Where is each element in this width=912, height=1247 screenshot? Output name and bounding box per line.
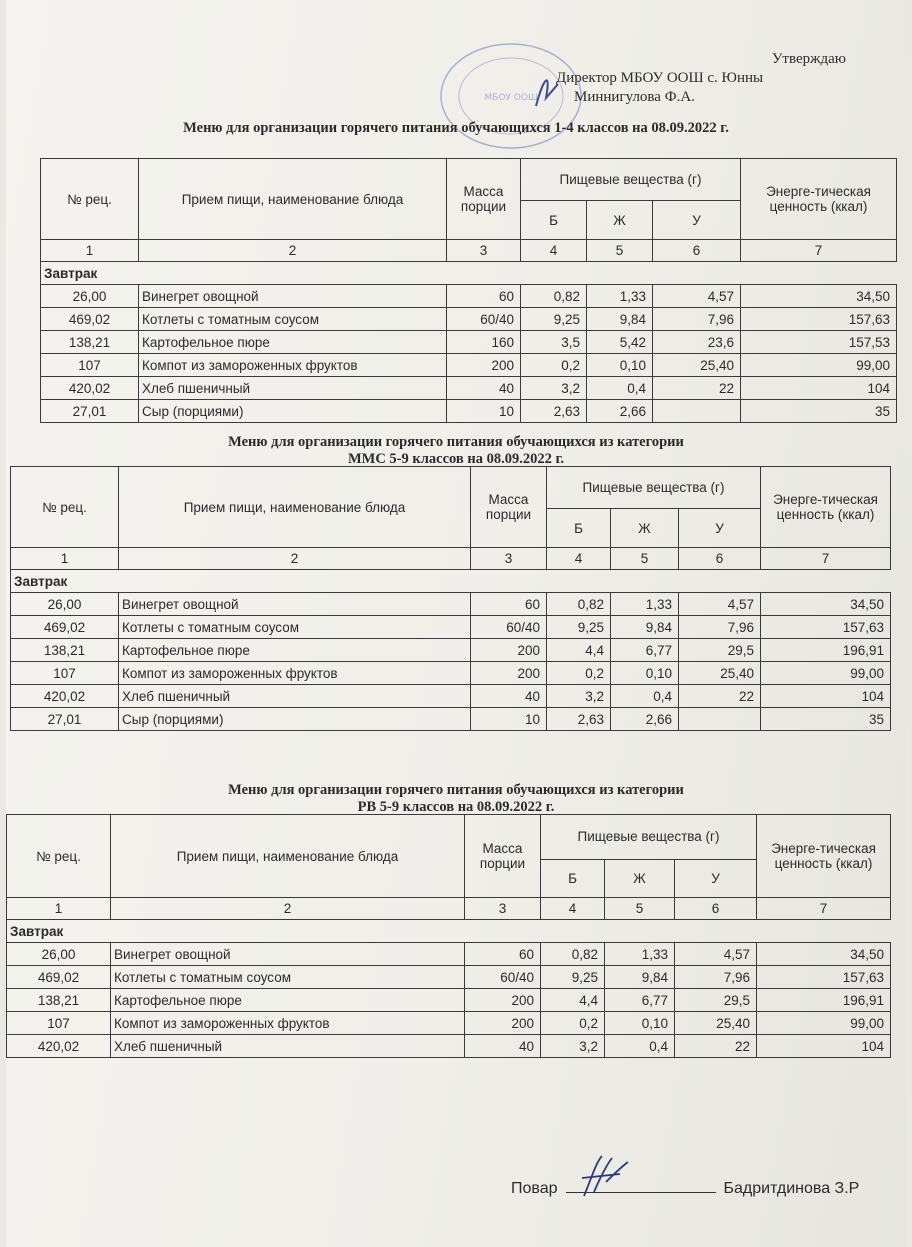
- cell-num: 469,02: [41, 308, 139, 331]
- menu-title-3-line1: Меню для организации горячего питания обучающихся из категории: [228, 782, 684, 798]
- approval-block: [546, 50, 846, 107]
- cell-zh: 2,66: [611, 708, 679, 731]
- cell-energy: 35: [741, 400, 897, 423]
- cell-num: 26,00: [7, 943, 111, 966]
- document-page: [6, 0, 906, 1247]
- menu-title-3: [6, 782, 906, 816]
- cell-num: 420,02: [7, 1035, 111, 1058]
- approval-name: Миннигулова Ф.А.: [574, 89, 695, 105]
- cell-dish: Картофельное пюре: [139, 331, 447, 354]
- table-row: [11, 616, 891, 639]
- index-cell: 4: [521, 240, 587, 262]
- cell-b: 9,25: [547, 616, 611, 639]
- cell-dish: Винегрет овощной: [119, 593, 471, 616]
- cell-dish: Компот из замороженных фруктов: [111, 1012, 465, 1035]
- cell-b: 3,2: [541, 1035, 605, 1058]
- cell-zh: 1,33: [605, 943, 675, 966]
- cell-mass: 40: [447, 377, 521, 400]
- cell-num: 107: [11, 662, 119, 685]
- table-row: [7, 1035, 891, 1058]
- footer-role: Повар: [511, 1180, 558, 1197]
- cell-mass: 40: [465, 1035, 541, 1058]
- cell-zh: 0,10: [611, 662, 679, 685]
- cell-dish: Винегрет овощной: [139, 285, 447, 308]
- header-energy: Энерге-тическая ценность (ккал): [757, 815, 891, 898]
- cell-energy: 196,91: [757, 989, 891, 1012]
- cell-dish: Картофельное пюре: [111, 989, 465, 1012]
- index-cell: 4: [541, 898, 605, 920]
- cell-num: 420,02: [11, 685, 119, 708]
- cell-u: [679, 708, 761, 731]
- cell-zh: 1,33: [587, 285, 653, 308]
- cell-dish: Картофельное пюре: [119, 639, 471, 662]
- cell-zh: 0,4: [611, 685, 679, 708]
- cell-u: 29,5: [675, 989, 757, 1012]
- menu-table-1: [40, 158, 897, 423]
- index-cell: 7: [757, 898, 891, 920]
- cell-u: 7,96: [653, 308, 741, 331]
- cell-b: 0,2: [541, 1012, 605, 1035]
- cell-mass: 60: [447, 285, 521, 308]
- cell-energy: 104: [757, 1035, 891, 1058]
- table-row: [11, 708, 891, 731]
- cell-u: 25,40: [653, 354, 741, 377]
- cell-num: 138,21: [41, 331, 139, 354]
- cell-dish: Хлеб пшеничный: [111, 1035, 465, 1058]
- header-energy: Энерге-тическая ценность (ккал): [761, 467, 891, 548]
- cell-num: 138,21: [11, 639, 119, 662]
- cell-mass: 60/40: [447, 308, 521, 331]
- cell-energy: 196,91: [761, 639, 891, 662]
- cell-b: 3,5: [521, 331, 587, 354]
- index-cell: 7: [761, 548, 891, 570]
- cell-u: 29,5: [679, 639, 761, 662]
- section-row: [41, 262, 897, 285]
- menu-table-2: [10, 466, 891, 731]
- cell-b: 9,25: [541, 966, 605, 989]
- index-cell: 6: [675, 898, 757, 920]
- cell-u: 25,40: [675, 1012, 757, 1035]
- cell-u: 4,57: [675, 943, 757, 966]
- index-cell: 1: [41, 240, 139, 262]
- index-row: [11, 548, 891, 570]
- cell-dish: Котлеты с томатным соусом: [139, 308, 447, 331]
- cell-b: 2,63: [547, 708, 611, 731]
- cell-b: 0,82: [541, 943, 605, 966]
- header-num: № рец.: [41, 159, 139, 240]
- header-dish: Прием пищи, наименование блюда: [119, 467, 471, 548]
- approval-director: Директор МБОУ ООШ с. Юнны: [556, 70, 764, 86]
- signature-line: [566, 1178, 716, 1193]
- header-num: № рец.: [11, 467, 119, 548]
- section-row: [11, 570, 891, 593]
- cell-energy: 35: [761, 708, 891, 731]
- footer-name: Бадритдинова З.Р: [723, 1180, 860, 1197]
- table-row: [11, 593, 891, 616]
- cell-mass: 200: [471, 662, 547, 685]
- header-mass: Масса порции: [465, 815, 541, 898]
- cell-mass: 60: [465, 943, 541, 966]
- cell-u: 7,96: [675, 966, 757, 989]
- cell-mass: 200: [465, 989, 541, 1012]
- cell-u: 4,57: [653, 285, 741, 308]
- cell-u: 25,40: [679, 662, 761, 685]
- index-cell: 1: [11, 548, 119, 570]
- index-cell: 5: [611, 548, 679, 570]
- cell-b: 3,2: [547, 685, 611, 708]
- cell-num: 107: [41, 354, 139, 377]
- section-label: Завтрак: [41, 262, 897, 285]
- cell-b: 2,63: [521, 400, 587, 423]
- cell-zh: 0,10: [587, 354, 653, 377]
- table-row: [41, 331, 897, 354]
- cell-mass: 10: [471, 708, 547, 731]
- menu-title-1-line1: Меню для организации горячего питания обучающихся 1-4 классов на 08.09.2022 г.: [183, 120, 729, 136]
- index-cell: 5: [605, 898, 675, 920]
- cell-energy: 34,50: [741, 285, 897, 308]
- cell-num: 107: [7, 1012, 111, 1035]
- index-cell: 3: [447, 240, 521, 262]
- cell-b: 3,2: [521, 377, 587, 400]
- cell-energy: 34,50: [757, 943, 891, 966]
- cell-zh: 0,4: [605, 1035, 675, 1058]
- cell-mass: 60/40: [465, 966, 541, 989]
- cell-dish: Сыр (порциями): [119, 708, 471, 731]
- cell-zh: 9,84: [587, 308, 653, 331]
- cell-zh: 5,42: [587, 331, 653, 354]
- section-label: Завтрак: [7, 920, 891, 943]
- menu-table-3: [6, 814, 891, 1058]
- cell-b: 0,2: [521, 354, 587, 377]
- header-zh: Ж: [587, 201, 653, 240]
- menu-title-2-line1: Меню для организации горячего питания обучающихся из категории: [228, 434, 684, 450]
- cell-zh: 9,84: [605, 966, 675, 989]
- table-row: [41, 308, 897, 331]
- cell-dish: Винегрет овощной: [111, 943, 465, 966]
- cell-num: 26,00: [41, 285, 139, 308]
- index-cell: 7: [741, 240, 897, 262]
- cell-num: 469,02: [11, 616, 119, 639]
- cell-energy: 157,53: [741, 331, 897, 354]
- cell-b: 4,4: [541, 989, 605, 1012]
- index-cell: 2: [139, 240, 447, 262]
- cell-zh: 9,84: [611, 616, 679, 639]
- cell-num: 138,21: [7, 989, 111, 1012]
- table-row: [7, 989, 891, 1012]
- header-dish: Прием пищи, наименование блюда: [139, 159, 447, 240]
- section-row: [7, 920, 891, 943]
- index-cell: 6: [653, 240, 741, 262]
- cell-mass: 10: [447, 400, 521, 423]
- cell-u: 4,57: [679, 593, 761, 616]
- header-mass: Масса порции: [447, 159, 521, 240]
- index-row: [7, 898, 891, 920]
- cell-b: 0,2: [547, 662, 611, 685]
- index-cell: 5: [587, 240, 653, 262]
- cell-num: 27,01: [41, 400, 139, 423]
- header-nutrients: Пищевые вещества (г): [541, 815, 757, 860]
- cell-mass: 60/40: [471, 616, 547, 639]
- cell-energy: 157,63: [741, 308, 897, 331]
- cell-mass: 200: [465, 1012, 541, 1035]
- header-zh: Ж: [605, 859, 675, 897]
- index-cell: 3: [471, 548, 547, 570]
- cell-dish: Котлеты с томатным соусом: [111, 966, 465, 989]
- cell-b: 9,25: [521, 308, 587, 331]
- cell-dish: Котлеты с томатным соусом: [119, 616, 471, 639]
- menu-title-3-line2: РВ 5-9 классов на 08.09.2022 г.: [357, 799, 555, 815]
- cell-u: 22: [653, 377, 741, 400]
- table-row: [41, 285, 897, 308]
- section-label: Завтрак: [11, 570, 891, 593]
- cell-b: 0,82: [547, 593, 611, 616]
- cell-zh: 0,10: [605, 1012, 675, 1035]
- cell-dish: Компот из замороженных фруктов: [139, 354, 447, 377]
- cell-zh: 2,66: [587, 400, 653, 423]
- index-cell: 2: [111, 898, 465, 920]
- header-dish: Прием пищи, наименование блюда: [111, 815, 465, 898]
- cell-num: 27,01: [11, 708, 119, 731]
- table-row: [7, 966, 891, 989]
- header-num: № рец.: [7, 815, 111, 898]
- table-row: [7, 1012, 891, 1035]
- cell-mass: 200: [471, 639, 547, 662]
- cell-zh: 6,77: [611, 639, 679, 662]
- cell-b: 4,4: [547, 639, 611, 662]
- cell-dish: Сыр (порциями): [139, 400, 447, 423]
- index-cell: 1: [7, 898, 111, 920]
- cell-energy: 157,63: [757, 966, 891, 989]
- cell-b: 0,82: [521, 285, 587, 308]
- cell-u: [653, 400, 741, 423]
- menu-title-2-line2: ММС 5-9 классов на 08.09.2022 г.: [347, 451, 565, 467]
- cell-u: 22: [675, 1035, 757, 1058]
- header-b: Б: [521, 201, 587, 240]
- header-b: Б: [541, 859, 605, 897]
- index-row: [41, 240, 897, 262]
- table-row: [11, 685, 891, 708]
- cell-mass: 60: [471, 593, 547, 616]
- table-row: [11, 662, 891, 685]
- cell-dish: Хлеб пшеничный: [119, 685, 471, 708]
- cell-mass: 200: [447, 354, 521, 377]
- header-energy: Энерге-тическая ценность (ккал): [741, 159, 897, 240]
- cell-zh: 0,4: [587, 377, 653, 400]
- cell-dish: Хлеб пшеничный: [139, 377, 447, 400]
- cell-energy: 99,00: [741, 354, 897, 377]
- cell-dish: Компот из замороженных фруктов: [119, 662, 471, 685]
- table-row: [41, 377, 897, 400]
- menu-title-2: [6, 434, 906, 468]
- approval-line: Утверждаю: [771, 51, 846, 67]
- header-u: У: [653, 201, 741, 240]
- cell-u: 23,6: [653, 331, 741, 354]
- cell-zh: 1,33: [611, 593, 679, 616]
- menu-title-1: [6, 120, 906, 137]
- index-cell: 2: [119, 548, 471, 570]
- cell-mass: 40: [471, 685, 547, 708]
- header-zh: Ж: [611, 509, 679, 548]
- index-cell: 6: [679, 548, 761, 570]
- header-nutrients: Пищевые вещества (г): [547, 467, 761, 509]
- index-cell: 3: [465, 898, 541, 920]
- cell-u: 7,96: [679, 616, 761, 639]
- table-row: [41, 354, 897, 377]
- cell-energy: 104: [741, 377, 897, 400]
- cell-mass: 160: [447, 331, 521, 354]
- index-cell: 4: [547, 548, 611, 570]
- header-u: У: [675, 859, 757, 897]
- header-mass: Масса порции: [471, 467, 547, 548]
- cell-num: 420,02: [41, 377, 139, 400]
- cell-energy: 34,50: [761, 593, 891, 616]
- cell-u: 22: [679, 685, 761, 708]
- cell-zh: 6,77: [605, 989, 675, 1012]
- cell-energy: 157,63: [761, 616, 891, 639]
- svg-text:МБОУ ООШ: МБОУ ООШ: [484, 93, 538, 103]
- table-row: [41, 400, 897, 423]
- cell-num: 26,00: [11, 593, 119, 616]
- cell-num: 469,02: [7, 966, 111, 989]
- footer-signature: [511, 1178, 859, 1198]
- cell-energy: 99,00: [757, 1012, 891, 1035]
- header-b: Б: [547, 509, 611, 548]
- header-nutrients: Пищевые вещества (г): [521, 159, 741, 201]
- table-row: [7, 943, 891, 966]
- cell-energy: 104: [761, 685, 891, 708]
- table-row: [11, 639, 891, 662]
- header-u: У: [679, 509, 761, 548]
- cell-energy: 99,00: [761, 662, 891, 685]
